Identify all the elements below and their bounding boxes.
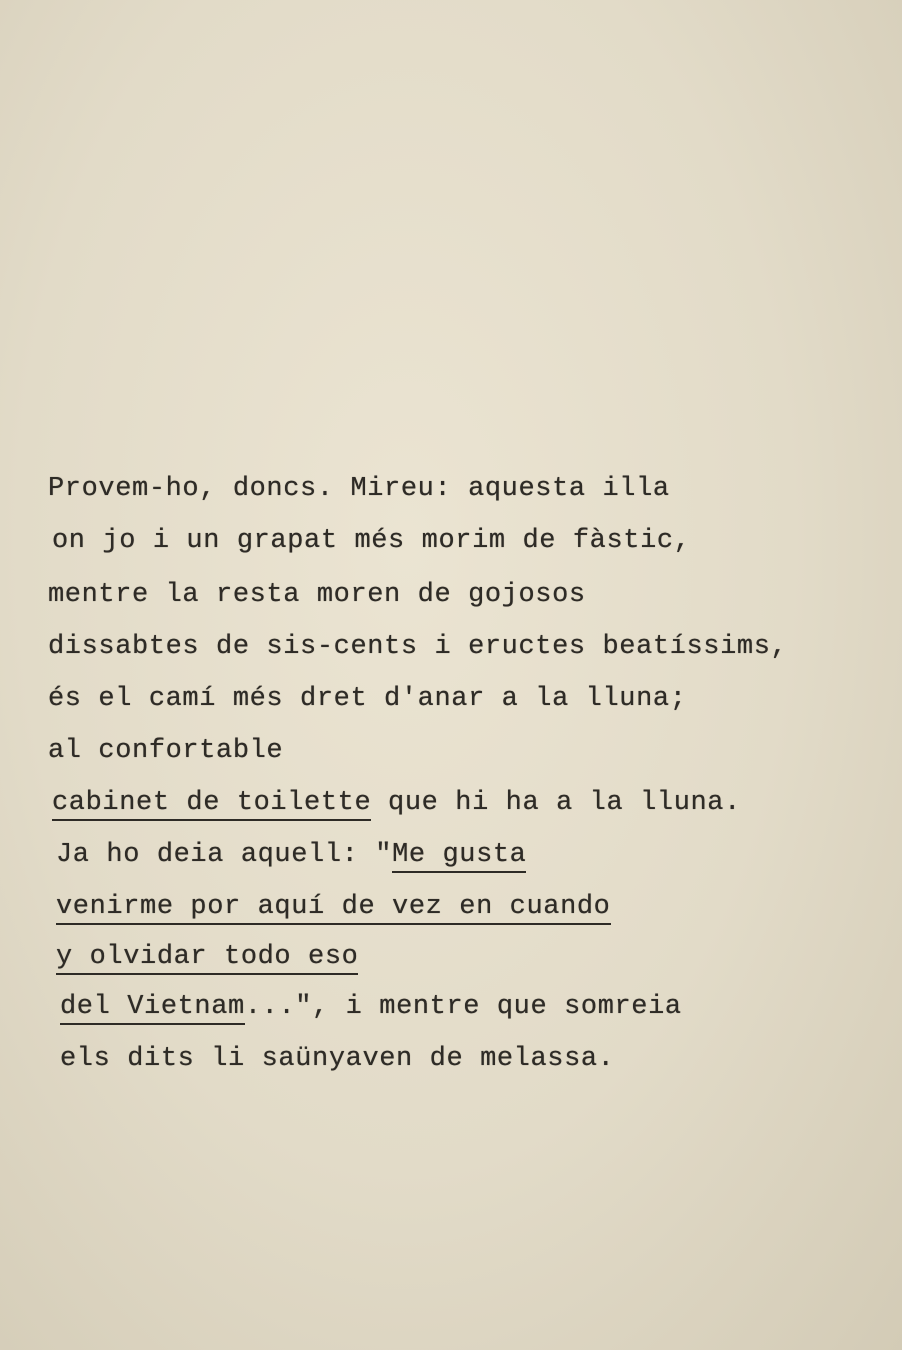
underlined-text: Me gusta <box>392 840 526 873</box>
underlined-text: y olvidar todo eso <box>56 942 358 975</box>
poem-line <box>56 890 611 924</box>
poem-line <box>48 578 586 612</box>
poem-line <box>48 682 687 716</box>
poem-line <box>52 786 741 820</box>
line-text: al confortable <box>48 736 284 766</box>
line-text: Provem-ho, doncs. Mireu: aquesta illa <box>48 474 670 504</box>
line-text-after: que hi ha a la lluna. <box>371 788 741 818</box>
poem-line <box>52 524 691 558</box>
line-text: és el camí més dret d'anar a la lluna; <box>48 684 687 714</box>
poem-line <box>60 1042 615 1076</box>
line-text: on jo i un grapat més morim de fàstic, <box>52 526 691 556</box>
line-text-after: ...", i mentre que somreia <box>244 992 682 1022</box>
poem-line <box>60 990 682 1024</box>
line-text: dissabtes de sis-cents i eructes beatíssims, <box>48 632 788 662</box>
underlined-text: del Vietnam <box>60 992 245 1025</box>
line-text: els dits li saünyaven de melassa. <box>60 1044 615 1074</box>
poem-line <box>48 472 670 506</box>
poem-line <box>56 838 526 872</box>
poem-line <box>56 940 358 974</box>
underlined-text: cabinet de toilette <box>52 788 371 821</box>
poem-line <box>48 630 787 664</box>
line-text: Ja ho deia aquell: " <box>56 840 393 870</box>
underlined-text: venirme por aquí de vez en cuando <box>56 892 611 925</box>
line-text: mentre la resta moren de gojosos <box>48 580 586 610</box>
poem-line <box>48 734 283 768</box>
